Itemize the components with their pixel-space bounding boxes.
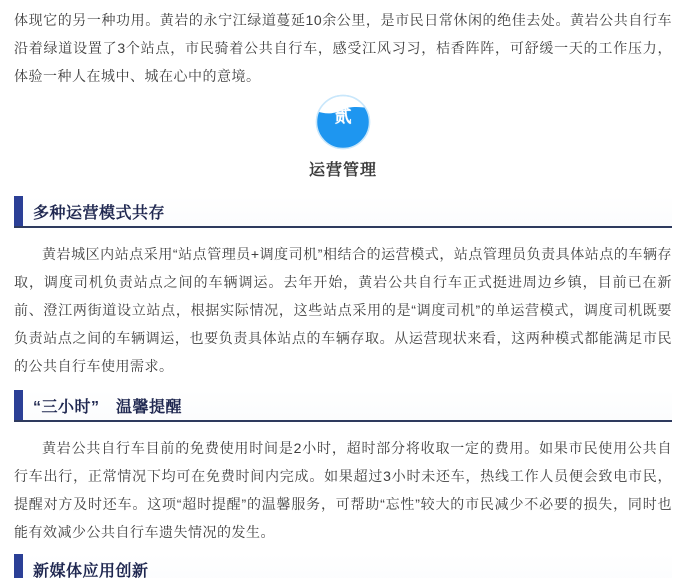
section-heading: “三小时” 温馨提醒	[33, 398, 183, 416]
section-heading-row	[14, 554, 672, 578]
section-paragraph: 黄岩公共自行车目前的免费使用时间是2小时，超时部分将收取一定的费用。如果市民使用公共自行车出行，正常情况下均可在免费时间内完成。如果超过3小时未还车，热线工作人员便会致电市民，提醒对方及时还车。这项“超时提醒”的温馨服务，可帮助“忘性”较大的市民减少不必要的损失，同时也能有效减少公共自行车遗失情况的发生。	[14, 440, 672, 540]
heading-accent-bar	[14, 390, 23, 420]
water-wave-badge-icon	[315, 94, 371, 150]
section-badge-wrap	[14, 94, 672, 182]
section-paragraph: 黄岩城区内站点采用“站点管理员+调度司机”相结合的运营模式，站点管理员负责具体站点的车辆存取，调度司机负责站点之间的车辆调运。去年开始，黄岩公共自行车正式挺进周边乡镇，目前已在新前、澄江两街道设立站点，根据实际情况，这些站点采用的是“调度司机”的单运营模式，调度司机既要负责站点之间的车辆调运，也要负责具体站点的车辆存取。从运营现状来看，这两种模式都能满足市民的公共自行车使用需求。	[14, 246, 672, 374]
heading-accent-bar	[14, 554, 23, 578]
section-heading-row	[14, 196, 672, 228]
section-heading-row	[14, 390, 672, 422]
intro-paragraph: 体现它的另一种功用。黄岩的永宁江绿道蔓延10余公里，是市民日常休闲的绝佳去处。黄岩公共自行车沿着绿道设置了3个站点，市民骑着公共自行车，感受江风习习，桔香阵阵，可舒缓一天的工作压力，体验一种人在城中、城在心中的意境。	[14, 12, 672, 84]
heading-accent-bar	[14, 196, 23, 226]
section-group-title: 运营管理	[308, 162, 377, 179]
section-heading: 多种运营模式共存	[33, 204, 166, 222]
section-heading: 新媒体应用创新	[33, 562, 149, 578]
badge-number-glyph: 贰	[334, 107, 352, 126]
